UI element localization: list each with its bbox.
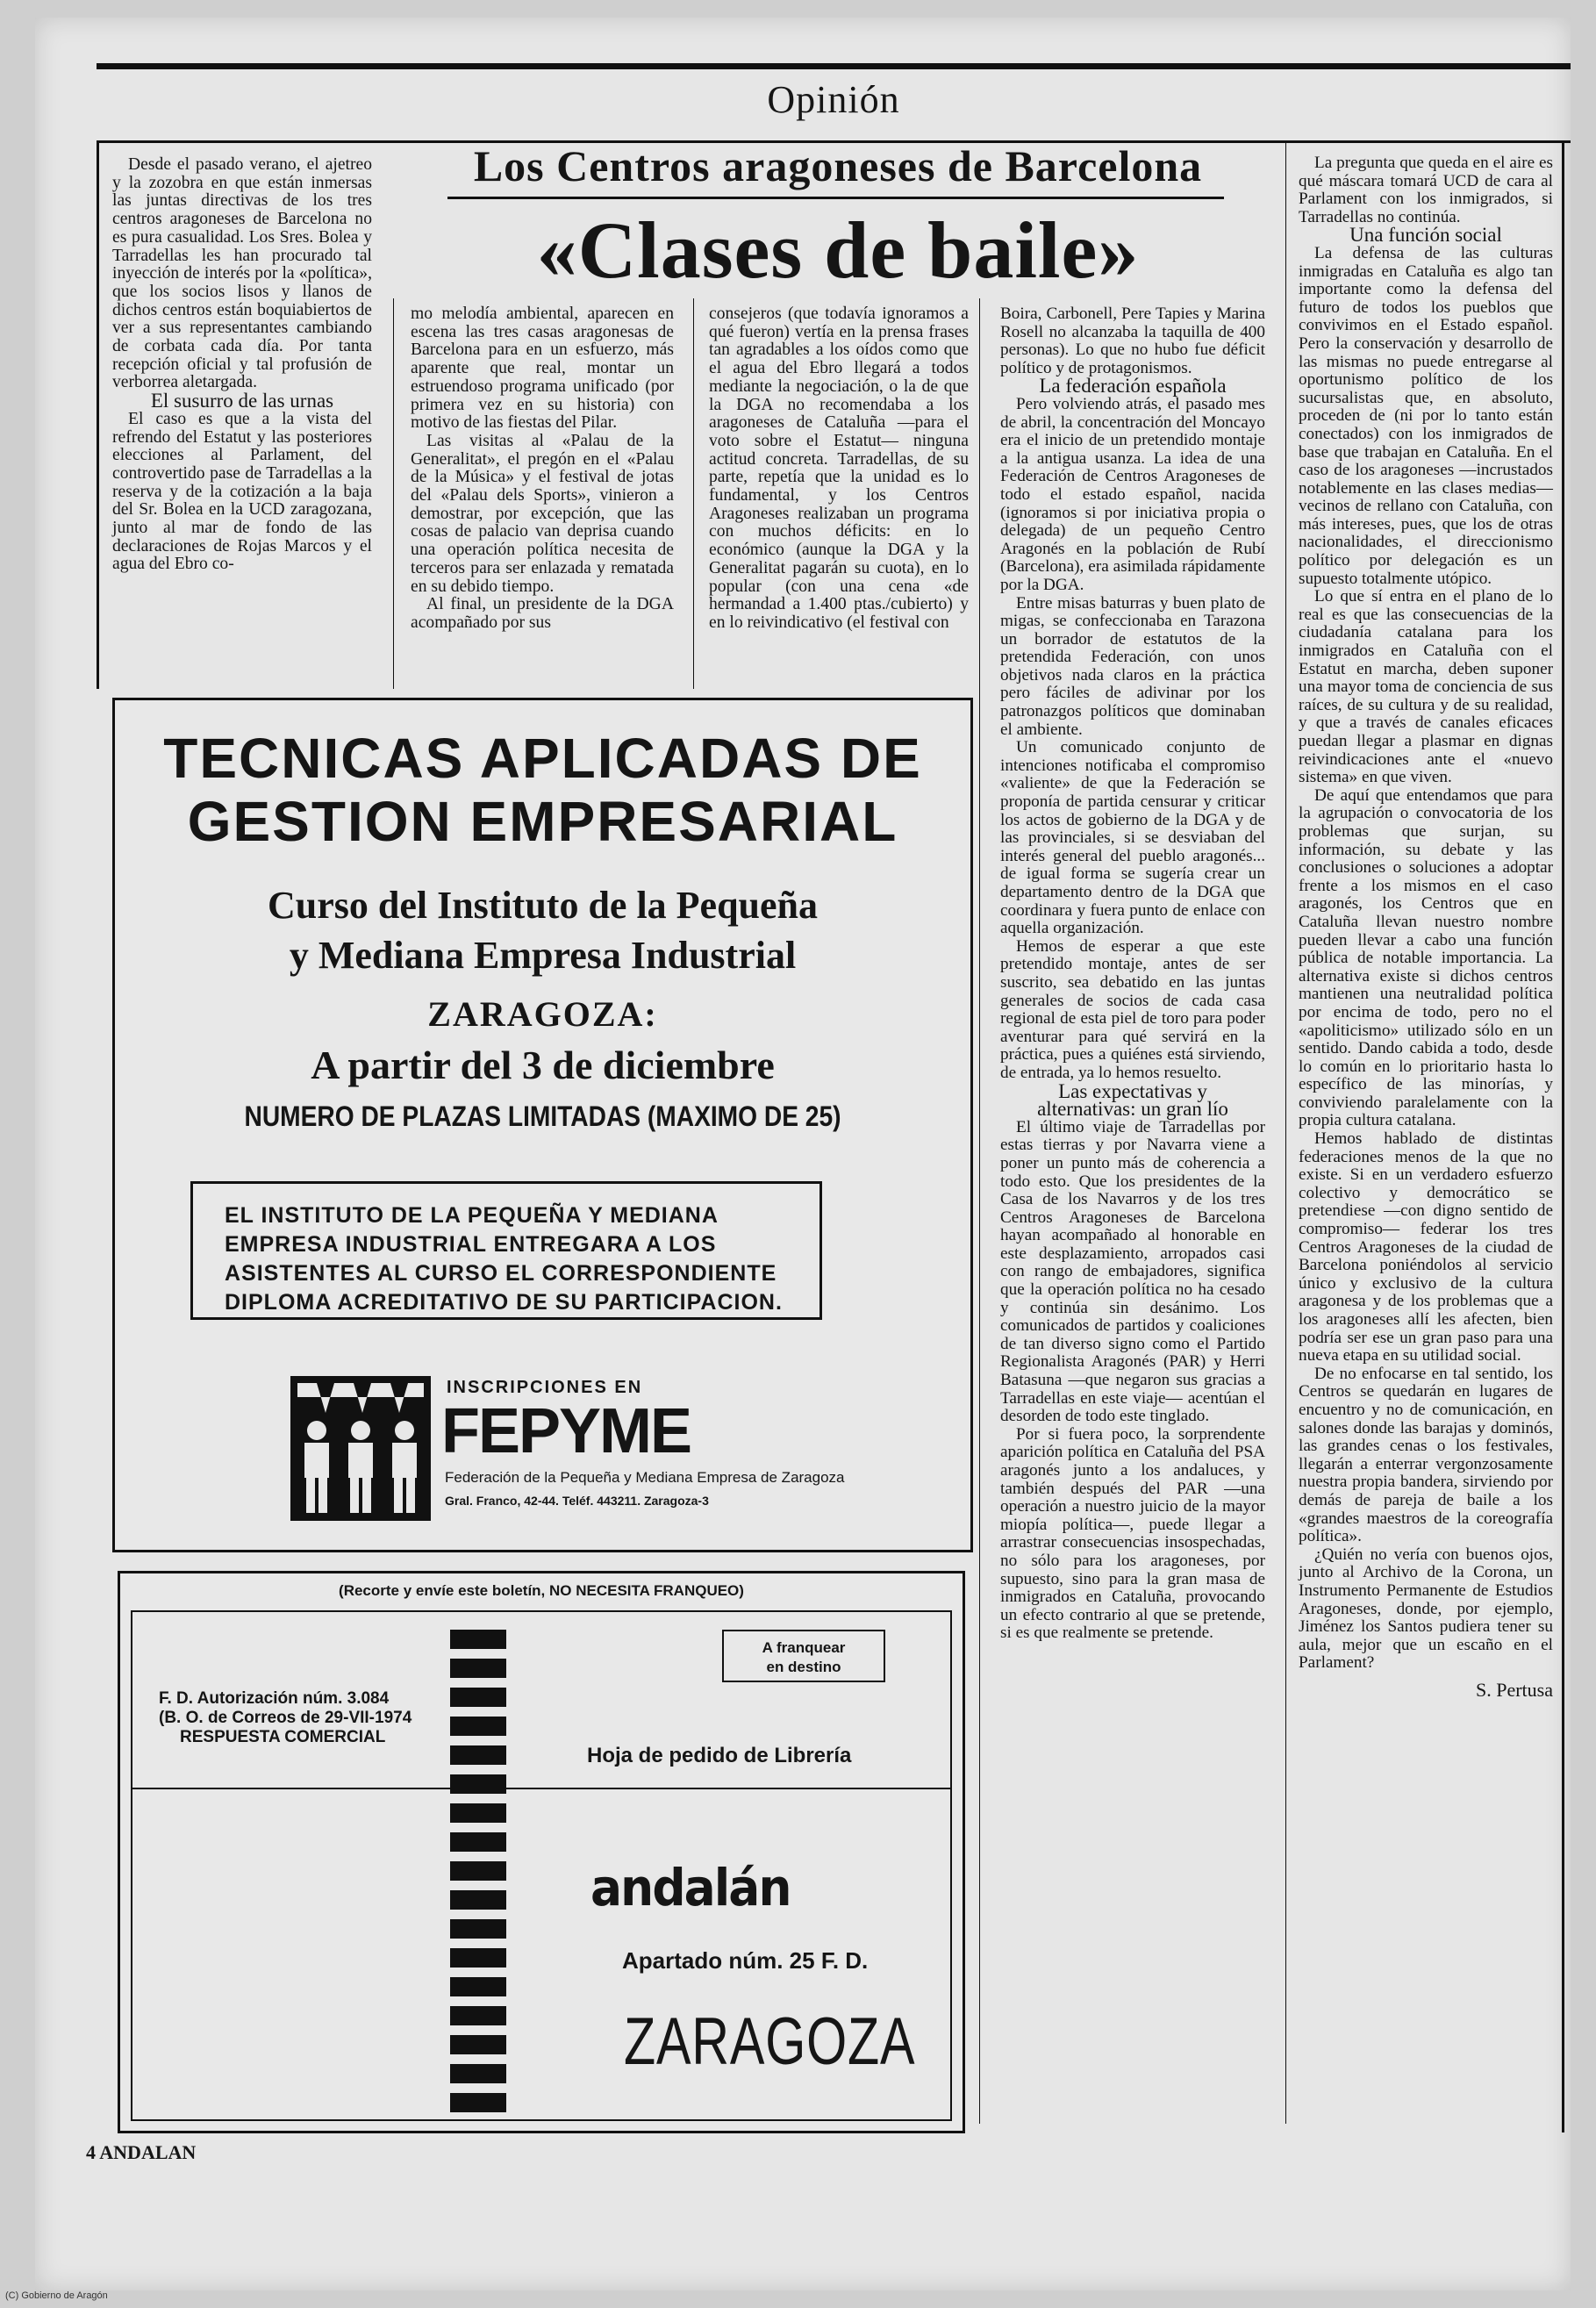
column-4 (1000, 305, 1265, 1643)
paragraph: Las visitas al «Palau de la Generalitat», el pregón en el «Palau de la Música» y el festival de jotas del «Palau dels Sports», vinieron a demostrar, por excepción, que las cosas de palacio van deprisa cuando una operación política necesita de terceros para ser enlazada y rematada en su debido tiempo. (411, 431, 674, 596)
paragraph: El último viaje de Tarradellas por estas tierras y por Navarra viene a poner un punto más de coherencia a todo esto. Que los presidentes de la Casa de los Navarros y de los tres Centros Aragoneses de Barcelona hayan acompañado al honorable en este desplazamiento, arropados casi con rango de embajadores, significa que la operación política no ha cesado y continúa sin desánimo. Los comunicados de partidos y coaliciones de tan diverso signo como el Partido Regionalista Aragonés (PAR) y Herri Batasuna —que negaron sus gracias a Tarradellas en este viaje— acentúan el desorden de todo este tinglado. (1000, 1117, 1265, 1426)
po-box: Apartado núm. 25 F. D. (622, 1947, 869, 1974)
ad-places: NUMERO DE PLAZAS LIMITADAS (MAXIMO DE 25) (244, 1100, 841, 1132)
barcode-bar (450, 1977, 506, 1996)
address-city: ZARAGOZA (624, 2004, 916, 2079)
column-2 (411, 305, 674, 633)
column-rule (693, 298, 694, 689)
column-5 (1299, 154, 1553, 1699)
section-title: Opinión (767, 78, 900, 121)
ad-course: y Mediana Empresa Industrial (289, 934, 797, 977)
column-1 (112, 156, 372, 574)
barcode-bar (450, 2064, 506, 2083)
paragraph: El caso es que a la vista del refrendo del Estatut y las posteriores elecciones al Parlament, del controvertido pase de Tarradellas a la reserva y de la cotización a la baja del Sr. Bolea en la UCD zaragozana, junto al mar de fondo de las declaraciones de Rojas Marcos y el agua del Ebro co- (112, 409, 372, 574)
paragraph: ¿Quién no vería con buenos ojos, junto al Archivo de la Corona, un Instrumento Permanente de Estudios Aragoneses, donde, por ejemplo, Jiménez los Santos pudiera tener su aula, mejor que un escaño en el Parlament? (1299, 1545, 1553, 1673)
auth-line: F. D. Autorización núm. 3.084 (159, 1689, 390, 1708)
subheading: Las expectativas y (1058, 1079, 1207, 1102)
headline: Los Centros aragoneses de Barcelona (473, 141, 1203, 190)
auth-line: (B. O. de Correos de 29-VII-1974 (159, 1709, 412, 1727)
fepyme-logo (290, 1376, 431, 1521)
paragraph: De no enfocarse en tal sentido, los Centros se quedarán en lugares de encuentro y no de comunicación, en salones donde las barajas y dominós, las grandes cenas o los festivales, llegarán a enterrar vergonzosamente nuestra propia bandera, sirviendo por demás de pareja de baile a los «grandes maestros de la coreografía política». (1299, 1364, 1553, 1546)
coupon-divider (132, 1788, 950, 1789)
paragraph: Entre misas baturras y buen plato de migas, se confeccionaba en Tarazona un borrador de estatutos de la pretendida Federación, con unos objetivos nada claros en la práctica pero fáciles de adivinar por los patronazgos políticos que dominaban el ambiente. (1000, 593, 1265, 739)
headline-rule (447, 197, 1224, 199)
barcode-bar (450, 1659, 506, 1678)
right-frame (1562, 140, 1564, 2132)
ad-title: GESTION EMPRESARIAL (187, 790, 898, 853)
andalan-logo: andalán (590, 1858, 791, 1917)
postage-box (722, 1630, 885, 1682)
paragraph: Lo que sí entra en el plano de lo real es que las consecuencias de la ciudadanía catalana para los inmigrados en Cataluña con el Estatut en marcha, deben suponer una mayor toma de conciencia de sus raíces, de su cultura y de su realidad, y que a través de canales eficaces puedan llegar a plasmar en dignas reivindicaciones ante el «nuevo sistema» en que viven. (1299, 587, 1553, 787)
barcode-bar (450, 1803, 506, 1823)
top-rule (97, 63, 1571, 69)
left-frame (97, 140, 99, 689)
barcode-bar (450, 1948, 506, 1968)
auth-line: RESPUESTA COMERCIAL (180, 1728, 386, 1746)
fepyme-wordmark: FEPYME (441, 1396, 691, 1466)
coupon-inner (131, 1610, 952, 2121)
subheading: alternativas: un gran lío (1037, 1098, 1228, 1121)
order-coupon (118, 1571, 965, 2133)
barcode-bar (450, 1630, 506, 1649)
barcode-bar (450, 1717, 506, 1736)
barcode-bar (450, 1774, 506, 1794)
paragraph: Pero volviendo atrás, el pasado mes de abril, la concentración del Moncayo era el inicio de un pretendido montaje a la antigua usanza. La idea de una Federación de Centros Aragoneses de todo el estado español, nacida (ignoramos si por iniciativa propia o delegada) de un pequeño Centro Aragonés en la población de Rubí (Barcelona), era asimilada rápidamente por la DGA. (1000, 394, 1265, 594)
people-icon (290, 1376, 431, 1521)
paragraph: consejeros (que todavía ignoramos a qué fueron) vertía en la prensa frases tan agradables a los oídos como que el agua del Ebro llegará a todos mediante la negociación, o la de que la DGA no recomendaba a los aragoneses de Cataluña —para el voto sobre el Estatut— ninguna actitud concreta. Tarradellas, de su parte, repetía que la unidad es lo fundamental, y los Centros Aragoneses realizaban un programa con muchos déficits: en lo económico (aunque la DGA y la Generalitat pagarán su cuota), en lo popular (con una cena «de hermandad a 1.400 ptas./cubierto) y en lo reivindicativo (el festival con (709, 305, 969, 632)
paragraph: La pregunta que queda en el aire es qué máscara tomará UCD de cara al Parlament con los inmigrados, si Tarradellas no continúa. (1299, 154, 1553, 226)
fepyme-fullname: Federación de la Pequeña y Mediana Empresa de Zaragoza (445, 1469, 845, 1486)
postal-authorization (159, 1689, 412, 1747)
barcode-bar (450, 1861, 506, 1881)
barcode-bar (450, 1745, 506, 1765)
paragraph: Hemos de esperar a que este pretendido montaje, antes de ser suscrito, sea debatido en las juntas generales de socios de cada casa regional de esta piel de toro para poder aventurar para qué servirá en la práctica, pues a quiénes está sirviendo, de entrada, ya lo hemos resuelto. (1000, 936, 1265, 1082)
barcode-bar (450, 2006, 506, 2025)
barcode-bar (450, 2093, 506, 2112)
paragraph: Hemos hablado de distintas federaciones menos de la que no existe. Si en un verdadero esfuerzo colectivo y democrático se pretendiese —con digno sentido de compromiso— federar los tres Centros Aragoneses de la ciudad de Barcelona poniéndolos al servicio único y exclusivo de la cultura aragonesa y de los problemas que a los aragoneses allí les afecten, bien podría ser ese un gran paso para una nueva etapa en su utilidad social. (1299, 1129, 1553, 1365)
barcode-bar (450, 1919, 506, 1939)
article-title: «Clases de baile» (536, 205, 1140, 295)
ad-city: ZARAGOZA: (427, 994, 658, 1034)
barcode-bar (450, 1688, 506, 1707)
coupon-instructions: (Recorte y envíe este boletín, NO NECESITA FRANQUEO) (339, 1582, 744, 1599)
subheading: La federación española (1039, 375, 1227, 398)
paragraph: Desde el pasado verano, el ajetreo y la zozobra en que están inmersas las juntas directivas de los tres centros aragoneses de Barcelona no es pura casualidad. Los Sres. Bolea y Tarradellas les han procurado tal inyección de interés por la «política», que los socios lisos y llanos de dichos centros están boquiabiertos de ver a sus representantes cambiando de corbata cada día. Por tanta recepción oficial y tal profusión de verborrea aletargada. (112, 155, 372, 392)
column-rule (1285, 140, 1286, 2124)
fepyme-address: Gral. Franco, 42-44. Teléf. 443211. Zaragoza-3 (445, 1494, 709, 1508)
paragraph: De aquí que entendamos que para la agrupación o convocatoria de los problemas que surjan, su información, su debate y las conclusiones o soluciones a adoptar frente a los mismos en el caso aragonés, los Centros que en Cataluña llevan nuestro nombre pueden llevar a cabo una función pública de notable importancia. La alternativa existe si dichos centros mantienen una neutralidad política por encima de todo, pero no el «apoliticismo» utilizado sólo en un sentido. Dando cabida a todo, desde lo común en lo prioritario hasta lo específico de las minorías, y conviviendo paralelamente con la propia cultura catalana. (1299, 785, 1553, 1130)
postage-line: en destino (766, 1659, 841, 1675)
page-footer: 4 ANDALAN (86, 2141, 197, 2163)
barcode-bar (450, 1890, 506, 1910)
barcode-bar (450, 1832, 506, 1852)
paragraph: Por si fuera poco, la sorprendente aparición política en Cataluña del PSA aragonés junto a los andaluces, y también después del PAR —una operación a nuestro juicio de la mayor miopía política—, puede llegar a arrastrar consecuencias insospechadas, no sólo para los aragoneses, por supuesto, sino para la gran masa de inmigrados en Cataluña, provocando un efecto contrario al que se pretende, si es que realmente se pretende. (1000, 1424, 1265, 1643)
diploma-notice: EL INSTITUTO DE LA PEQUEÑA Y MEDIANA EMPRESA INDUSTRIAL ENTREGARA A LOS ASISTENTES AL CURSO EL CORRESPONDIENTE DIPLOMA ACREDITATIVO DE SU PARTICIPACION. (190, 1181, 822, 1320)
column-rule (979, 298, 980, 2124)
ad-course: Curso del Instituto de la Pequeña (267, 884, 819, 927)
paragraph: Al final, un presidente de la DGA acompañado por sus (411, 595, 674, 632)
postage-line: A franquear (762, 1639, 846, 1656)
paragraph: mo melodía ambiental, aparecen en escena las tres casas aragonesas de Barcelona para en un esfuerzo, más aparente que real, montar un estruendoso programa unificado (por primera vez en su historia) con motivo de las fiestas del Pilar. (411, 305, 674, 433)
paragraph: La defensa de las culturas inmigradas en Cataluña es algo tan importante como la defensa del futuro de todos los pueblos que convivimos en el Estado español. Pero la conservación y desarrollo de las mismas no puede entregarse al oportunismo político de los sucursalistas que, en absoluto, proceden de (ni por lo tanto están conectados) con los inmigrados de base que trabajan en Cataluña. En el caso de los aragoneses —incrustados notablemente en las clases medias—vecinos de rellano con Cataluña, con más intereses, pues, que los de otras nacionalidades, el direccionismo político por delegación es un supuesto totalmente utópico. (1299, 243, 1553, 588)
order-form-title: Hoja de pedido de Librería (587, 1744, 852, 1767)
ad-date: A partir del 3 de diciembre (311, 1043, 775, 1087)
image-credit: (C) Gobierno de Aragón (5, 2290, 108, 2301)
ad-inscriptions: INSCRIPCIONES EN (447, 1378, 643, 1397)
subheading: Una función social (1349, 224, 1502, 247)
column-3 (709, 305, 969, 633)
barcode-bar (450, 2035, 506, 2054)
paragraph: Boira, Carbonell, Pere Tapies y Marina Rosell no alcanzaba la taquilla de 400 personas). Lo que no hubo fue déficit político y de protagonismos. (1000, 305, 1265, 377)
subheading: El susurro de las urnas (150, 390, 334, 412)
fepyme-advertisement (112, 698, 973, 1552)
author: S. Pertusa (1476, 1678, 1553, 1701)
paragraph: Un comunicado conjunto de intenciones notificaba el compromiso «valiente» de que la Federación se proponía de partida censurar y criticar los actos de gobierno de la DGA y de las provinciales, si se desviaban del interés general del pueblo aragonés... de igual forma se sugería crear un departamento dentro de la DGA que coordinara y fuera punto de enlace con aquella organización. (1000, 738, 1265, 938)
column-rule (393, 298, 394, 689)
ad-title: TECNICAS APLICADAS DE (163, 727, 922, 790)
